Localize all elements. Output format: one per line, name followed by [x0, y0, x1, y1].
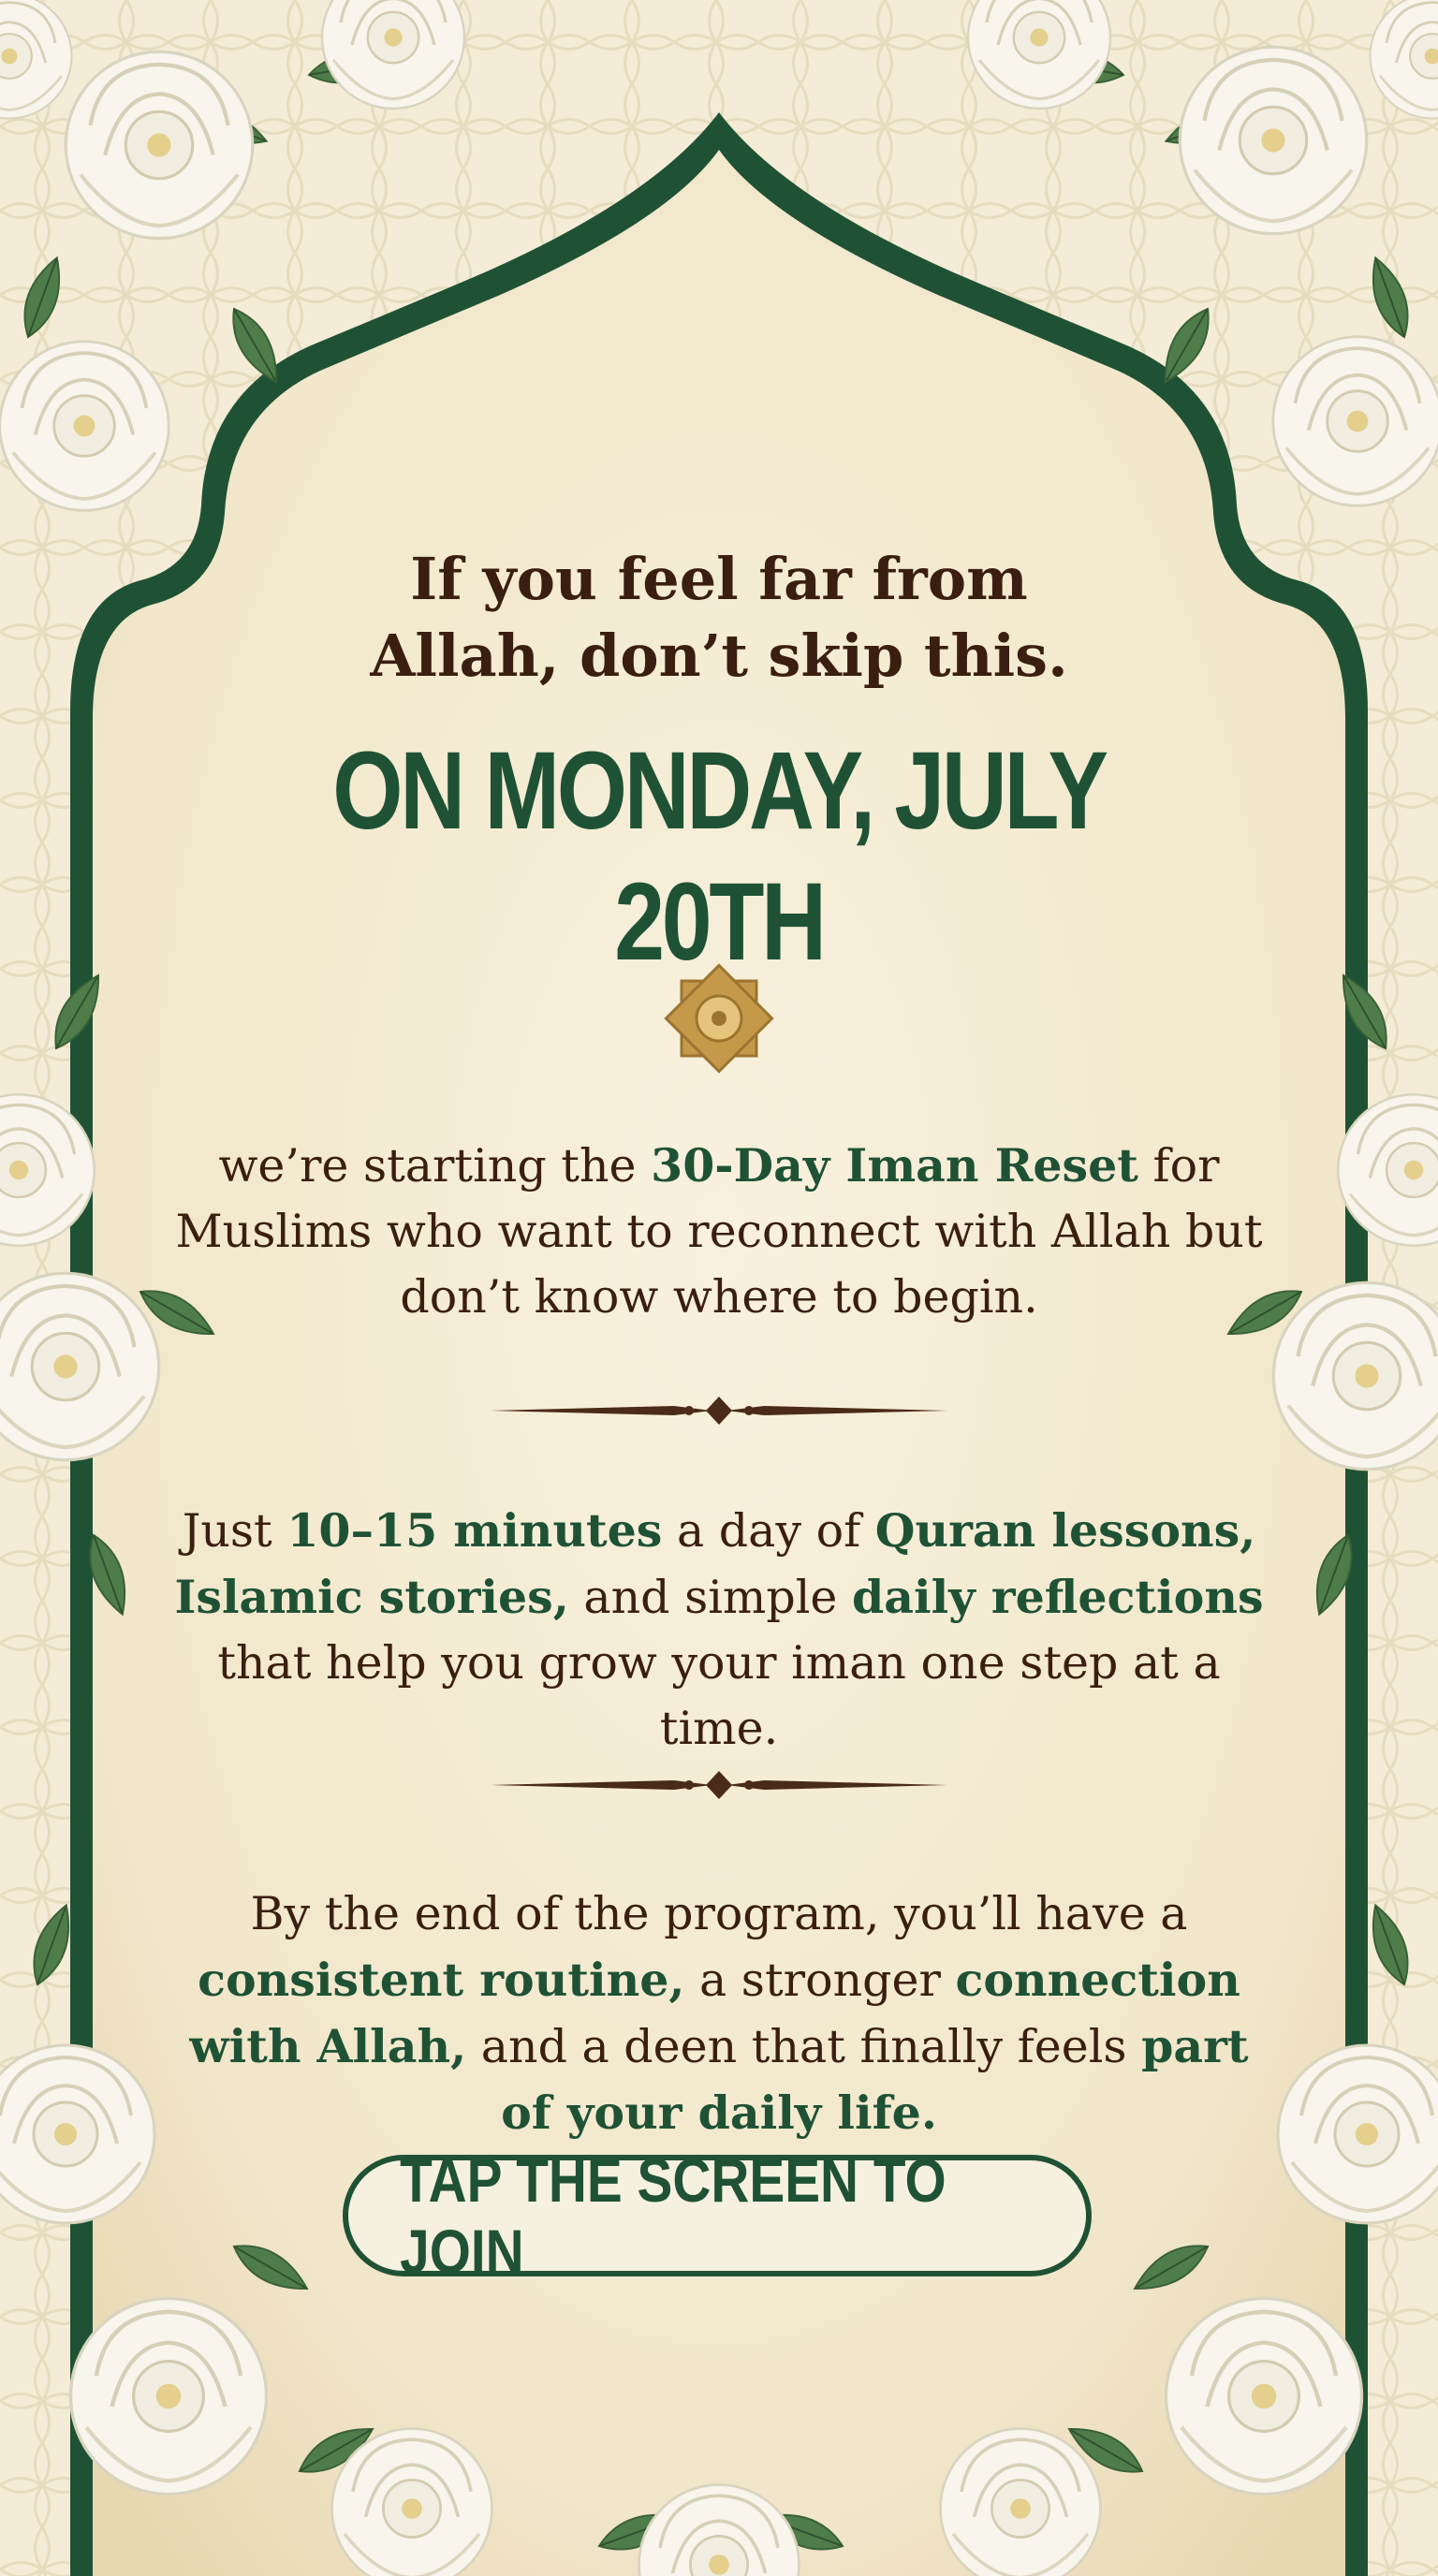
outcome-text-1: By the end of the program, you’ll have a: [250, 1887, 1188, 1940]
details-highlight-lessons: Quran lessons, Islamic stories,: [174, 1503, 1256, 1624]
outcome-text-3: and a deen that finally feels: [466, 2020, 1142, 2073]
outcome-highlight-daily-life: part of your daily life.: [501, 2019, 1249, 2140]
headline-line-2: Allah, don’t skip this.: [370, 622, 1068, 690]
intro-paragraph: [169, 1133, 1269, 1330]
program-name: 30-Day Iman Reset: [651, 1138, 1138, 1193]
outcome-highlight-routine: consistent routine,: [198, 1953, 685, 2007]
details-highlight-time: 10–15 minutes: [286, 1503, 663, 1558]
details-text-2: a day of: [662, 1504, 875, 1558]
outcome-text-2: a stronger: [684, 1954, 956, 2007]
headline: [251, 541, 1187, 695]
intro-text-1: we’re starting the: [218, 1139, 652, 1193]
outcome-highlight-connection: connection with Allah,: [189, 1953, 1240, 2073]
outcome-paragraph: [169, 1881, 1269, 2146]
join-button[interactable]: [343, 2145, 1092, 2286]
details-text-3: and simple: [568, 1571, 853, 1624]
headline-line-1: If you feel far from: [410, 545, 1028, 613]
intro-text-2: for Muslims who want to reconnect with Allah but don’t know where to begin.: [175, 1139, 1263, 1324]
join-button-label: TAP THE SCREEN TO JOIN: [400, 2145, 946, 2286]
details-text-4: that help you grow your iman one step at a time.: [217, 1636, 1221, 1755]
details-paragraph: [169, 1498, 1269, 1762]
date-banner: ON MONDAY, JULY 20TH: [332, 729, 1106, 984]
details-highlight-reflections: daily reflections: [852, 1570, 1264, 1624]
details-text-1: Just: [182, 1504, 287, 1558]
